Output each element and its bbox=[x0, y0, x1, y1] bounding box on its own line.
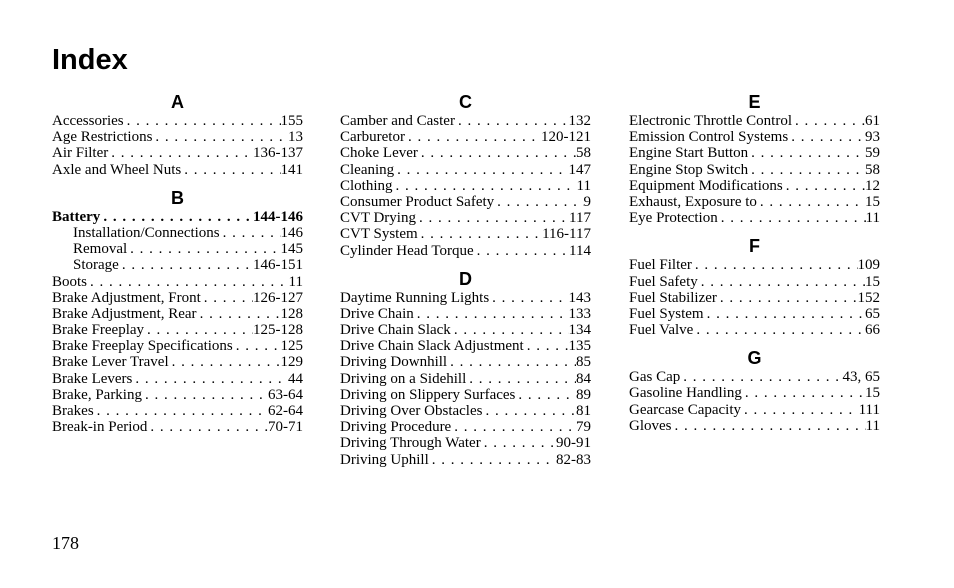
index-entry bbox=[629, 418, 880, 434]
dot-leader bbox=[489, 290, 568, 306]
entry-label: Choke Lever bbox=[340, 145, 418, 162]
entry-page-number: 90-91 bbox=[556, 435, 591, 452]
dot-leader bbox=[147, 419, 268, 435]
dot-leader bbox=[494, 194, 583, 210]
entry-label: Brake Adjustment, Front bbox=[52, 289, 201, 306]
dot-leader bbox=[783, 178, 865, 194]
dot-leader bbox=[169, 354, 281, 370]
index-entry bbox=[629, 274, 880, 290]
entry-page-number: 145 bbox=[280, 241, 303, 258]
dot-leader bbox=[429, 452, 556, 468]
entry-label: Clothing bbox=[340, 177, 393, 194]
entry-label: Equipment Modifications bbox=[629, 177, 783, 194]
entry-page-number: 59 bbox=[865, 145, 880, 162]
dot-leader bbox=[416, 210, 569, 226]
entry-label: Drive Chain Slack bbox=[340, 322, 451, 339]
entry-page-number: 70-71 bbox=[268, 419, 303, 436]
entry-page-number: 82-83 bbox=[556, 451, 591, 468]
entry-page-number: 128 bbox=[280, 305, 303, 322]
dot-leader bbox=[515, 387, 576, 403]
entry-label: Electronic Throttle Control bbox=[629, 113, 793, 129]
index-entry bbox=[340, 452, 591, 468]
entry-page-number: 126-127 bbox=[253, 289, 303, 306]
dot-leader bbox=[447, 354, 576, 370]
entry-label: Battery bbox=[52, 208, 101, 225]
dot-leader bbox=[418, 226, 542, 242]
dot-leader bbox=[704, 306, 865, 322]
entry-page-number: 133 bbox=[568, 305, 591, 322]
entry-label: Fuel Safety bbox=[629, 273, 698, 290]
entry-page-number: 144-146 bbox=[253, 208, 303, 225]
section-letter: D bbox=[459, 268, 472, 289]
dot-leader bbox=[394, 162, 568, 178]
section-entries bbox=[629, 257, 880, 338]
entry-page-number: 13 bbox=[288, 129, 303, 146]
entry-label: Axle and Wheel Nuts bbox=[52, 161, 182, 178]
index-entry bbox=[629, 145, 880, 161]
entry-page-number: 152 bbox=[857, 289, 880, 306]
entry-label: Cleaning bbox=[340, 161, 395, 178]
entry-page-number: 9 bbox=[583, 193, 591, 210]
entry-page-number: 114 bbox=[569, 242, 591, 259]
index-entry bbox=[340, 403, 591, 419]
dot-leader bbox=[152, 129, 288, 145]
entry-label: Brake Levers bbox=[52, 370, 133, 387]
entry-label: Driving Uphill bbox=[340, 451, 429, 468]
entry-label: Cylinder Head Torque bbox=[340, 242, 474, 259]
entry-page-number: 62-64 bbox=[268, 403, 303, 419]
entry-page-number: 43, 65 bbox=[842, 369, 880, 386]
dot-leader bbox=[127, 241, 280, 257]
entry-page-number: 125 bbox=[280, 338, 303, 355]
entry-page-number: 143 bbox=[568, 289, 591, 306]
entry-label: CVT System bbox=[340, 226, 418, 243]
index-entry bbox=[340, 354, 591, 370]
index-subentry bbox=[52, 241, 303, 257]
dot-leader bbox=[87, 274, 289, 290]
index-entry bbox=[629, 194, 880, 210]
entry-label: Brake, Parking bbox=[52, 386, 142, 403]
entry-label: Break-in Period bbox=[52, 419, 148, 436]
entry-page-number: 155 bbox=[280, 113, 303, 129]
page-title: Index bbox=[52, 44, 128, 76]
entry-label: Driving on Slippery Surfaces bbox=[340, 386, 516, 403]
index-entry bbox=[340, 371, 591, 387]
dot-leader bbox=[672, 418, 866, 434]
entry-label: Emission Control Systems bbox=[629, 129, 789, 146]
entry-label: Age Restrictions bbox=[52, 129, 153, 146]
entry-page-number: 125-128 bbox=[253, 322, 303, 339]
dot-leader bbox=[144, 322, 253, 338]
dot-leader bbox=[717, 290, 858, 306]
entry-label: Gearcase Capacity bbox=[629, 401, 742, 418]
section-letter: G bbox=[747, 348, 762, 369]
entry-label: Brakes bbox=[52, 403, 94, 419]
dot-leader bbox=[788, 129, 865, 145]
entry-page-number: 11 bbox=[865, 417, 880, 434]
index-entry bbox=[629, 113, 880, 129]
index-entry bbox=[340, 419, 591, 435]
entry-page-number: 15 bbox=[865, 385, 880, 402]
dot-leader bbox=[132, 371, 288, 387]
entry-page-number: 135 bbox=[568, 338, 591, 355]
index-entry bbox=[629, 162, 880, 178]
entry-page-number: 129 bbox=[280, 354, 303, 371]
index-entry bbox=[340, 178, 591, 194]
section-entries bbox=[340, 290, 591, 468]
index-entry bbox=[52, 403, 303, 419]
entry-label: Accessories bbox=[52, 113, 124, 129]
entry-page-number: 134 bbox=[568, 322, 591, 339]
index-entry bbox=[629, 402, 880, 418]
dot-leader bbox=[692, 257, 858, 273]
index-entry bbox=[340, 226, 591, 242]
index-entry bbox=[52, 419, 303, 435]
dot-leader bbox=[233, 338, 281, 354]
entry-page-number: 111 bbox=[858, 401, 880, 418]
index-entry bbox=[340, 306, 591, 322]
entry-page-number: 44 bbox=[288, 370, 303, 387]
entry-page-number: 120-121 bbox=[541, 129, 591, 146]
entry-label: Air Filter bbox=[52, 145, 109, 162]
index-entry bbox=[340, 435, 591, 451]
index-entry bbox=[340, 322, 591, 338]
entry-label: Gas Cap bbox=[629, 369, 681, 386]
entry-label: Fuel Valve bbox=[629, 322, 694, 339]
index-column-2 bbox=[340, 92, 591, 478]
index-entry bbox=[52, 209, 303, 225]
index-entry bbox=[52, 354, 303, 370]
section-entries bbox=[629, 113, 880, 226]
entry-page-number: 117 bbox=[569, 210, 591, 227]
entry-label: Brake Freeplay Specifications bbox=[52, 338, 233, 355]
entry-label: Drive Chain Slack Adjustment bbox=[340, 338, 524, 355]
entry-page-number: 11 bbox=[865, 210, 880, 227]
index-column-1 bbox=[52, 92, 303, 445]
dot-leader bbox=[680, 369, 842, 385]
index-entry bbox=[52, 322, 303, 338]
entry-page-number: 12 bbox=[865, 177, 880, 194]
entry-page-number: 136-137 bbox=[253, 145, 303, 162]
entry-label: Brake Lever Travel bbox=[52, 354, 169, 371]
index-entry bbox=[340, 210, 591, 226]
index-entry bbox=[629, 369, 880, 385]
dot-leader bbox=[474, 243, 569, 259]
index-entry bbox=[340, 162, 591, 178]
section-letter: C bbox=[459, 92, 472, 112]
dot-leader bbox=[142, 387, 268, 403]
dot-leader bbox=[792, 113, 865, 129]
dot-leader bbox=[698, 274, 865, 290]
entry-page-number: 116-117 bbox=[542, 226, 591, 243]
entry-label: Camber and Caster bbox=[340, 113, 455, 129]
entry-page-number: 65 bbox=[865, 305, 880, 322]
section-letter: E bbox=[748, 92, 761, 112]
index-entry bbox=[52, 113, 303, 129]
entry-page-number: 146-151 bbox=[253, 257, 303, 274]
index-entry bbox=[52, 371, 303, 387]
dot-leader bbox=[124, 113, 281, 129]
entry-label: Eye Protection bbox=[629, 210, 718, 227]
page-number: 178 bbox=[52, 533, 79, 553]
entry-label: Gasoline Handling bbox=[629, 385, 742, 402]
section-entries bbox=[629, 369, 880, 434]
section-entries bbox=[52, 209, 303, 436]
index-column-3 bbox=[629, 92, 880, 444]
entry-label: Fuel Stabilizer bbox=[629, 289, 717, 306]
entry-page-number: 89 bbox=[576, 386, 591, 403]
entry-page-number: 85 bbox=[576, 354, 591, 371]
entry-label: Drive Chain bbox=[340, 305, 414, 322]
dot-leader bbox=[94, 403, 268, 419]
index-subentry bbox=[52, 225, 303, 241]
index-subentry bbox=[52, 257, 303, 273]
entry-page-number: 61 bbox=[865, 113, 880, 129]
index-entry bbox=[340, 243, 591, 259]
entry-page-number: 81 bbox=[576, 403, 591, 419]
entry-label: Driving Through Water bbox=[340, 435, 481, 452]
entry-page-number: 84 bbox=[576, 370, 591, 387]
dot-leader bbox=[108, 145, 253, 161]
index-entry bbox=[340, 194, 591, 210]
index-entry bbox=[340, 338, 591, 354]
dot-leader bbox=[393, 178, 577, 194]
dot-leader bbox=[197, 306, 281, 322]
entry-label: Brake Adjustment, Rear bbox=[52, 305, 197, 322]
dot-leader bbox=[451, 322, 569, 338]
dot-leader bbox=[524, 338, 569, 354]
entry-label: Removal bbox=[73, 241, 128, 258]
entry-label: Boots bbox=[52, 273, 88, 290]
index-entry bbox=[629, 385, 880, 401]
dot-leader bbox=[455, 113, 569, 129]
entry-page-number: 63-64 bbox=[268, 386, 303, 403]
index-entry bbox=[629, 210, 880, 226]
entry-page-number: 147 bbox=[568, 161, 591, 178]
entry-label: Gloves bbox=[629, 417, 672, 434]
entry-label: Driving Downhill bbox=[340, 354, 448, 371]
entry-page-number: 141 bbox=[280, 161, 303, 178]
section-letter: A bbox=[171, 92, 184, 112]
entry-label: Engine Stop Switch bbox=[629, 161, 749, 178]
section-entries bbox=[340, 113, 591, 259]
entry-page-number: 132 bbox=[568, 113, 591, 129]
entry-page-number: 11 bbox=[576, 177, 591, 194]
index-entry bbox=[629, 290, 880, 306]
dot-leader bbox=[418, 145, 576, 161]
index-entry bbox=[629, 178, 880, 194]
entry-label: Carburetor bbox=[340, 129, 405, 146]
entry-label: Driving Over Obstacles bbox=[340, 403, 483, 419]
index-entry bbox=[52, 290, 303, 306]
index-entry bbox=[340, 387, 591, 403]
index-entry bbox=[629, 322, 880, 338]
entry-page-number: 58 bbox=[865, 161, 880, 178]
dot-leader bbox=[405, 129, 541, 145]
dot-leader bbox=[451, 419, 576, 435]
section-letter: B bbox=[171, 187, 184, 208]
dot-leader bbox=[693, 322, 865, 338]
index-entry bbox=[340, 113, 591, 129]
entry-page-number: 58 bbox=[576, 145, 591, 162]
index-entry bbox=[340, 290, 591, 306]
entry-label: Driving on a Sidehill bbox=[340, 370, 467, 387]
index-entry bbox=[629, 129, 880, 145]
dot-leader bbox=[220, 225, 281, 241]
index-entry bbox=[52, 145, 303, 161]
entry-page-number: 15 bbox=[865, 273, 880, 290]
index-entry bbox=[52, 129, 303, 145]
dot-leader bbox=[181, 162, 280, 178]
index-entry bbox=[52, 162, 303, 178]
entry-page-number: 79 bbox=[576, 419, 591, 436]
dot-leader bbox=[201, 290, 253, 306]
entry-label: Brake Freeplay bbox=[52, 322, 145, 339]
dot-leader bbox=[742, 385, 865, 401]
index-entry bbox=[52, 274, 303, 290]
entry-label: Storage bbox=[73, 257, 119, 274]
entry-page-number: 66 bbox=[865, 322, 880, 339]
dot-leader bbox=[100, 209, 253, 225]
entry-label: Driving Procedure bbox=[340, 419, 452, 436]
index-entry bbox=[340, 129, 591, 145]
index-entry bbox=[629, 306, 880, 322]
entry-label: CVT Drying bbox=[340, 210, 416, 227]
section-letter: F bbox=[749, 236, 760, 257]
index-entry bbox=[52, 338, 303, 354]
dot-leader bbox=[481, 435, 556, 451]
entry-page-number: 11 bbox=[288, 273, 303, 290]
entry-page-number: 146 bbox=[280, 224, 303, 241]
entry-label: Fuel Filter bbox=[629, 257, 692, 274]
entry-label: Fuel System bbox=[629, 305, 704, 322]
dot-leader bbox=[748, 145, 865, 161]
entry-label: Consumer Product Safety bbox=[340, 193, 495, 210]
dot-leader bbox=[741, 402, 859, 418]
index-entry bbox=[340, 145, 591, 161]
index-entry bbox=[52, 387, 303, 403]
entry-label: Engine Start Button bbox=[629, 145, 749, 162]
entry-page-number: 109 bbox=[857, 257, 880, 274]
dot-leader bbox=[718, 210, 866, 226]
section-entries bbox=[52, 113, 303, 178]
dot-leader bbox=[748, 162, 865, 178]
dot-leader bbox=[414, 306, 569, 322]
index-entry bbox=[629, 257, 880, 273]
dot-leader bbox=[119, 257, 253, 273]
index-entry bbox=[52, 306, 303, 322]
entry-label: Daytime Running Lights bbox=[340, 289, 490, 306]
entry-page-number: 15 bbox=[865, 193, 880, 210]
entry-label: Exhaust, Exposure to bbox=[629, 193, 757, 210]
dot-leader bbox=[466, 371, 576, 387]
entry-page-number: 93 bbox=[865, 129, 880, 146]
entry-label: Installation/Connections bbox=[73, 224, 220, 241]
dot-leader bbox=[482, 403, 576, 419]
dot-leader bbox=[757, 194, 865, 210]
